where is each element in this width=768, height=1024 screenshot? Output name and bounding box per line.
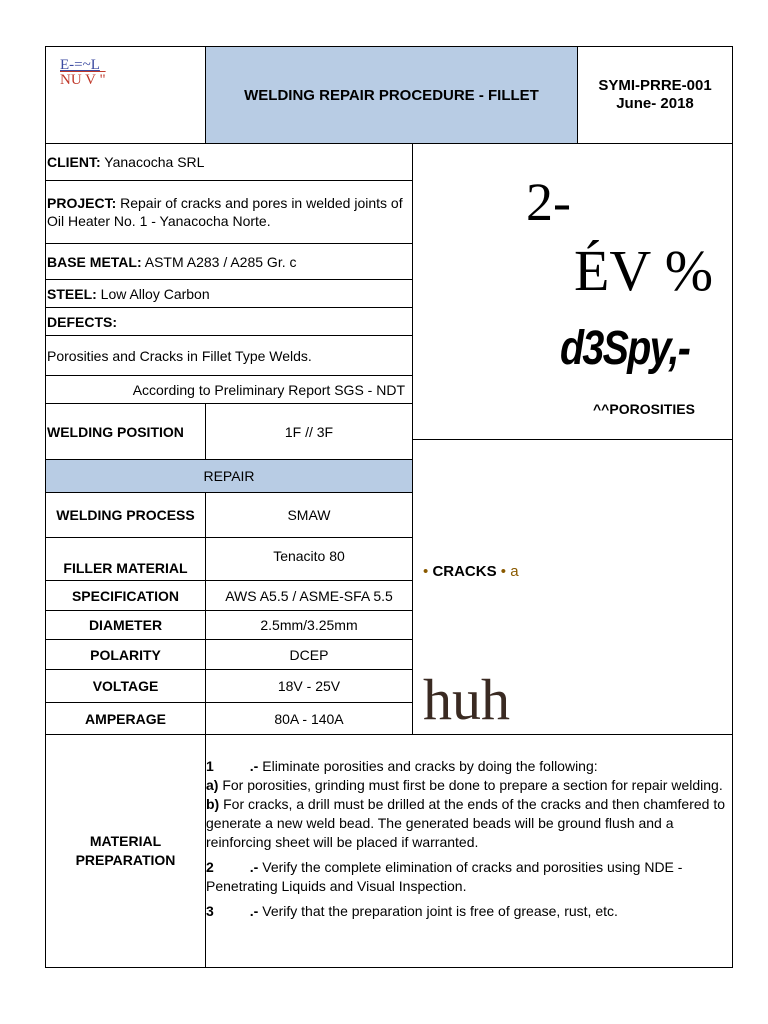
- repair-row-label: [46, 581, 205, 610]
- step-1b-label: b): [206, 796, 220, 812]
- client-value: Yanacocha SRL: [100, 154, 205, 170]
- amperage-label: AMPERAGE: [85, 710, 166, 727]
- project-value: Repair of cracks and pores in welded joints of Oil Heater No. 1 - Yanacocha Norte.: [47, 195, 403, 229]
- step-3-number: 3: [206, 903, 214, 919]
- step-1-text: Eliminate porosities and cracks by doing the following:: [258, 758, 598, 774]
- diameter-value: 2.5mm/3.25mm: [260, 617, 358, 633]
- step-1: [206, 757, 730, 776]
- document-title-text: WELDING REPAIR PROCEDURE - FILLET: [244, 86, 539, 104]
- material-preparation-line2: PREPARATION: [75, 852, 176, 868]
- welding-position-label-cell: [47, 404, 205, 459]
- ocr-text-2: 2-: [526, 172, 571, 232]
- step-1b: [206, 795, 730, 852]
- document-code: SYMI-PRRE-001: [598, 77, 712, 94]
- frame-right: [732, 46, 733, 968]
- logo-line-1: E-=~L: [60, 57, 100, 73]
- steel-row: [47, 280, 412, 307]
- client-label: CLIENT:: [47, 154, 101, 170]
- defects-description: [47, 336, 412, 375]
- material-preparation-line1: MATERIAL: [89, 833, 162, 849]
- step-1a-label: a): [206, 777, 219, 793]
- welding-process-label: WELDING PROCESS: [56, 507, 195, 523]
- base-metal-label: BASE METAL:: [47, 253, 142, 270]
- filler-material-label: FILLER MATERIAL: [63, 560, 188, 576]
- document-date: June- 2018: [616, 95, 694, 112]
- document-code-block: [578, 47, 732, 143]
- defects-value: Porosities and Cracks in Fillet Type Welds.: [47, 347, 312, 364]
- welding-position-label: WELDING POSITION: [47, 423, 184, 440]
- repair-row-label: [46, 670, 205, 702]
- steel-value: Low Alloy Carbon: [96, 285, 210, 302]
- ocr-text-d3spy: d3Spy,-: [560, 322, 690, 375]
- repair-row-label: [46, 703, 205, 734]
- image-area-split: [412, 439, 733, 440]
- step-1a: [206, 776, 730, 795]
- step-1a-text: For porosities, grinding must first be done to prepare a section for repair welding.: [218, 777, 723, 793]
- cracks-bullet-right: • a: [500, 563, 519, 580]
- repair-row-value: [206, 581, 412, 610]
- step-3-dash: .-: [249, 903, 259, 919]
- repair-section-title: REPAIR: [203, 468, 255, 484]
- project-row: [47, 181, 412, 243]
- repair-row-value: [206, 611, 412, 639]
- voltage-value: 18V - 25V: [277, 678, 341, 694]
- step-2: [206, 858, 730, 896]
- step-2-text: Verify the complete elimination of cracks and porosities using NDE - Penetrating Liquids and Visual Inspection.: [206, 859, 683, 894]
- cracks-label-row: [423, 563, 519, 580]
- repair-row-label: [46, 611, 205, 639]
- repair-row-label: [46, 538, 205, 580]
- step-1-dash: .-: [249, 758, 259, 774]
- base-metal-row: [47, 244, 412, 279]
- repair-row-value: [206, 640, 412, 669]
- material-preparation-label: [46, 735, 205, 967]
- welding-position-value: 1F // 3F: [284, 423, 334, 440]
- filler-material-value: Tenacito 80: [273, 548, 345, 564]
- ocr-text-ev: ÉV %: [574, 238, 714, 303]
- defects-label: DEFECTS:: [47, 313, 117, 330]
- repair-row-value: [206, 538, 412, 580]
- report-note: According to Preliminary Report SGS - NDT: [132, 381, 405, 398]
- step-2-number: 2: [206, 859, 214, 875]
- specification-value: AWS A5.5 / ASME-SFA 5.5: [225, 587, 393, 604]
- polarity-label: POLARITY: [90, 646, 161, 663]
- repair-row-value: [206, 493, 412, 537]
- client-row: [47, 144, 412, 180]
- polarity-value: DCEP: [289, 646, 329, 663]
- repair-row-value: [206, 703, 412, 734]
- voltage-label: VOLTAGE: [92, 678, 159, 694]
- logo-line-2: NU V ": [60, 72, 106, 88]
- repair-row-label: [46, 493, 205, 537]
- amperage-value: 80A - 140A: [274, 710, 344, 727]
- porosities-label: ^^POROSITIES: [593, 401, 695, 417]
- welding-process-value: SMAW: [287, 507, 331, 523]
- step-1-number: 1: [206, 758, 214, 774]
- project-label: PROJECT:: [47, 195, 117, 211]
- cracks-bullet-left: •: [423, 563, 429, 580]
- repair-header: [46, 460, 412, 492]
- step-3: [206, 902, 730, 921]
- ocr-text-huh: huh: [423, 667, 510, 732]
- welding-position-value-cell: [206, 404, 412, 459]
- steel-label: STEEL:: [47, 285, 97, 302]
- document-title: [206, 47, 577, 143]
- report-note-row: [47, 376, 405, 403]
- specification-label: SPECIFICATION: [71, 587, 180, 604]
- material-preparation-steps: [206, 757, 730, 921]
- step-1b-text: For cracks, a drill must be drilled at the ends of the cracks and then chamfered to generate a new weld bead. The generated beads will be ground flush and a reinforcing sheet will be placed if warranted.: [206, 796, 726, 850]
- repair-row-label: [46, 640, 205, 669]
- company-logo: [60, 58, 190, 88]
- defects-row: [47, 308, 412, 335]
- diameter-label: DIAMETER: [88, 617, 163, 633]
- step-3-text: Verify that the preparation joint is free of grease, rust, etc.: [258, 903, 618, 919]
- base-metal-value: ASTM A283 / A285 Gr. c: [141, 253, 297, 270]
- frame-bottom: [45, 967, 733, 968]
- step-2-dash: .-: [249, 859, 259, 875]
- repair-row-value: [206, 670, 412, 702]
- cracks-label: CRACKS: [432, 563, 497, 580]
